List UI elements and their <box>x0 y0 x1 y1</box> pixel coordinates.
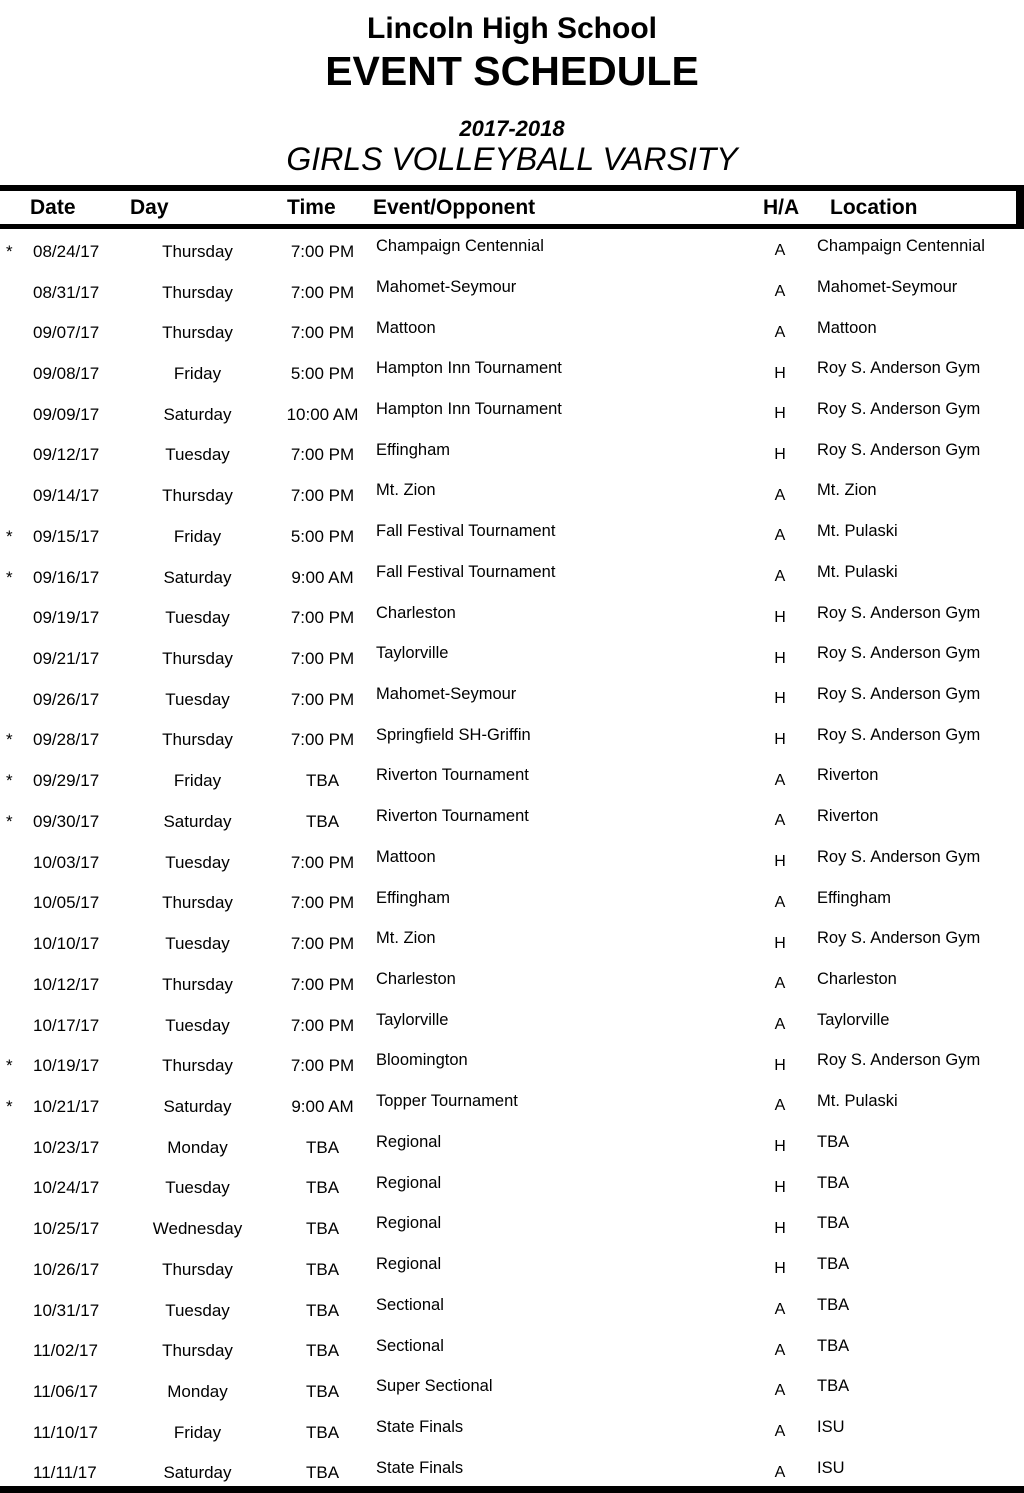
event-date: 09/07/17 <box>33 323 100 343</box>
event-opponent: Mahomet-Seymour <box>376 277 517 296</box>
event-day: Thursday <box>162 241 233 261</box>
event-date: 10/12/17 <box>33 974 100 994</box>
schedule-row <box>0 1084 1024 1125</box>
event-day: Friday <box>173 364 222 384</box>
event-location: TBA <box>817 1214 850 1233</box>
event-opponent: Fall Festival Tournament <box>376 562 556 581</box>
event-opponent: Charleston <box>376 970 456 989</box>
event-day: Friday <box>173 526 222 546</box>
home-away-indicator: H <box>774 608 786 626</box>
home-away-indicator: A <box>774 893 786 911</box>
event-time: 5:00 PM <box>290 364 355 384</box>
event-location: ISU <box>817 1417 845 1436</box>
event-date: 09/12/17 <box>33 445 100 465</box>
event-date: 09/26/17 <box>33 689 100 709</box>
home-away-indicator: H <box>774 405 786 423</box>
event-day: Tuesday <box>165 608 230 628</box>
event-location: Roy S. Anderson Gym <box>817 603 981 622</box>
home-away-indicator: A <box>774 1463 786 1481</box>
home-away-indicator: A <box>774 323 786 341</box>
event-date: 10/03/17 <box>33 852 100 872</box>
schedule-row <box>0 1247 1024 1288</box>
event-date: 10/21/17 <box>33 1096 100 1116</box>
event-opponent: Springfield SH-Griffin <box>376 725 531 744</box>
event-opponent: Mahomet-Seymour <box>376 685 517 704</box>
conference-star: * <box>6 730 13 750</box>
schedule-row <box>0 229 1024 270</box>
event-location: Taylorville <box>817 1010 890 1029</box>
event-location: Mt. Pulaski <box>817 1092 898 1111</box>
event-time: TBA <box>305 1178 340 1198</box>
event-time: 7:00 PM <box>290 282 355 302</box>
conference-star: * <box>6 811 13 831</box>
event-opponent: Topper Tournament <box>376 1092 518 1111</box>
home-away-indicator: A <box>774 1097 786 1115</box>
home-away-indicator: A <box>774 771 786 789</box>
event-date: 09/30/17 <box>33 811 100 831</box>
schedule-row <box>0 758 1024 799</box>
event-time: 5:00 PM <box>290 526 355 546</box>
event-opponent: Sectional <box>376 1336 444 1355</box>
event-day: Wednesday <box>152 1219 243 1239</box>
home-away-indicator: A <box>774 1382 786 1400</box>
event-location: Roy S. Anderson Gym <box>817 644 981 663</box>
event-time: TBA <box>305 1381 340 1401</box>
event-day: Thursday <box>162 323 233 343</box>
column-header-date: Date <box>30 196 76 219</box>
home-away-indicator: H <box>774 445 786 463</box>
team-name: GIRLS VOLLEYBALL VARSITY <box>286 141 738 177</box>
event-day: Friday <box>173 1422 222 1442</box>
event-opponent: Fall Festival Tournament <box>376 522 556 541</box>
event-day: Tuesday <box>165 934 230 954</box>
event-time: TBA <box>305 1137 340 1157</box>
event-location: Roy S. Anderson Gym <box>817 359 981 378</box>
conference-star: * <box>6 1056 13 1076</box>
event-opponent: Taylorville <box>376 644 449 663</box>
school-name: Lincoln High School <box>367 12 657 45</box>
home-away-indicator: A <box>774 486 786 504</box>
event-time: 7:00 PM <box>290 486 355 506</box>
event-date: 09/19/17 <box>33 608 100 628</box>
schedule-row <box>0 1125 1024 1166</box>
home-away-indicator: A <box>774 1016 786 1034</box>
event-time: TBA <box>305 811 340 831</box>
event-location: Roy S. Anderson Gym <box>817 847 981 866</box>
event-day: Tuesday <box>165 689 230 709</box>
schedule-row <box>0 1206 1024 1247</box>
event-time: 7:00 PM <box>290 1015 355 1035</box>
event-location: Roy S. Anderson Gym <box>817 1051 981 1070</box>
event-time: 7:00 PM <box>290 608 355 628</box>
event-day: Friday <box>173 771 222 791</box>
event-day: Saturday <box>163 567 232 587</box>
event-time: 7:00 PM <box>290 934 355 954</box>
home-away-indicator: A <box>774 1423 786 1441</box>
event-time: 7:00 PM <box>290 241 355 261</box>
schedule-row <box>0 433 1024 474</box>
event-opponent: Effingham <box>376 888 450 907</box>
event-time: 7:00 PM <box>290 649 355 669</box>
home-away-indicator: A <box>774 283 786 301</box>
schedule-row <box>0 677 1024 718</box>
event-time: 7:00 PM <box>290 445 355 465</box>
event-location: TBA <box>817 1377 850 1396</box>
schedule-row <box>0 1288 1024 1329</box>
event-date: 11/02/17 <box>33 1341 98 1361</box>
home-away-indicator: A <box>774 1341 786 1359</box>
event-day: Saturday <box>163 1463 232 1483</box>
event-location: Effingham <box>817 888 891 907</box>
schedule-row <box>0 840 1024 881</box>
event-time: 7:00 PM <box>290 689 355 709</box>
event-day: Thursday <box>162 1056 233 1076</box>
event-time: TBA <box>305 1422 340 1442</box>
home-away-indicator: A <box>774 812 786 830</box>
event-date: 10/26/17 <box>33 1259 100 1279</box>
schedule-row <box>0 1369 1024 1410</box>
event-time: TBA <box>305 771 340 791</box>
season-label: 2017-2018 <box>459 116 565 141</box>
home-away-indicator: H <box>774 649 786 667</box>
event-date: 11/11/17 <box>33 1463 97 1483</box>
schedule-row <box>0 799 1024 840</box>
schedule-row <box>0 514 1024 555</box>
conference-star: * <box>6 1096 13 1116</box>
column-header-event-opponent: Event/Opponent <box>373 196 536 219</box>
header-right-edge-bar <box>1016 185 1024 229</box>
schedule-row <box>0 270 1024 311</box>
event-date: 09/16/17 <box>33 567 100 587</box>
column-header-home-away: H/A <box>763 196 800 219</box>
event-location: Mt. Pulaski <box>817 522 898 541</box>
event-opponent: Regional <box>376 1173 442 1192</box>
conference-star: * <box>6 771 13 791</box>
event-day: Thursday <box>162 1341 233 1361</box>
event-opponent: Mt. Zion <box>376 481 436 500</box>
event-location: ISU <box>817 1458 845 1477</box>
event-day: Thursday <box>162 893 233 913</box>
event-opponent: Effingham <box>376 440 450 459</box>
home-away-indicator: H <box>774 1219 786 1237</box>
schedule-row <box>0 351 1024 392</box>
event-opponent: Charleston <box>376 603 456 622</box>
home-away-indicator: H <box>774 1056 786 1074</box>
home-away-indicator: H <box>774 1260 786 1278</box>
event-location: Mt. Zion <box>817 481 877 500</box>
event-day: Thursday <box>162 730 233 750</box>
home-away-indicator: H <box>774 934 786 952</box>
event-time: TBA <box>305 1341 340 1361</box>
event-location: TBA <box>817 1173 850 1192</box>
schedule-row <box>0 473 1024 514</box>
home-away-indicator: H <box>774 1138 786 1156</box>
event-date: 11/10/17 <box>33 1422 98 1442</box>
event-location: TBA <box>817 1255 850 1274</box>
event-opponent: Sectional <box>376 1295 444 1314</box>
event-location: Roy S. Anderson Gym <box>817 929 981 948</box>
event-location: Mahomet-Seymour <box>817 277 958 296</box>
event-time: 7:00 PM <box>290 1056 355 1076</box>
schedule-row <box>0 392 1024 433</box>
event-time: 9:00 AM <box>291 567 354 587</box>
event-day: Thursday <box>162 1259 233 1279</box>
event-day: Tuesday <box>165 1178 230 1198</box>
event-day: Thursday <box>162 486 233 506</box>
home-away-indicator: A <box>774 568 786 586</box>
event-opponent: Regional <box>376 1255 442 1274</box>
event-location: Mt. Pulaski <box>817 562 898 581</box>
home-away-indicator: A <box>774 1301 786 1319</box>
schedule-row <box>0 962 1024 1003</box>
conference-star: * <box>6 241 13 261</box>
event-location: Champaign Centennial <box>817 237 985 256</box>
event-date: 09/08/17 <box>33 364 100 384</box>
event-day: Thursday <box>162 282 233 302</box>
event-location: Roy S. Anderson Gym <box>817 440 981 459</box>
event-location: Roy S. Anderson Gym <box>817 399 981 418</box>
event-time: 7:00 PM <box>290 852 355 872</box>
conference-star: * <box>6 526 13 546</box>
column-header-location: Location <box>830 196 918 219</box>
schedule-row <box>0 595 1024 636</box>
event-location: Roy S. Anderson Gym <box>817 685 981 704</box>
event-day: Tuesday <box>165 1300 230 1320</box>
event-date: 10/24/17 <box>33 1178 100 1198</box>
event-opponent: Regional <box>376 1132 442 1151</box>
schedule-row <box>0 555 1024 596</box>
event-date: 09/29/17 <box>33 771 100 791</box>
event-time: TBA <box>305 1463 340 1483</box>
event-date: 10/31/17 <box>33 1300 100 1320</box>
event-opponent: Taylorville <box>376 1010 449 1029</box>
event-opponent: Hampton Inn Tournament <box>376 359 562 378</box>
schedule-row <box>0 921 1024 962</box>
schedule-row <box>0 881 1024 922</box>
home-away-indicator: A <box>774 975 786 993</box>
event-time: 7:00 PM <box>290 323 355 343</box>
event-day: Saturday <box>163 1096 232 1116</box>
event-day: Tuesday <box>165 852 230 872</box>
event-location: TBA <box>817 1295 850 1314</box>
schedule-row <box>0 1410 1024 1451</box>
home-away-indicator: H <box>774 730 786 748</box>
event-date: 10/10/17 <box>33 934 100 954</box>
event-time: 7:00 PM <box>290 893 355 913</box>
event-date: 10/05/17 <box>33 893 100 913</box>
schedule-row <box>0 718 1024 759</box>
event-location: TBA <box>817 1132 850 1151</box>
event-location: Roy S. Anderson Gym <box>817 725 981 744</box>
column-header-day: Day <box>130 196 169 219</box>
event-date: 08/24/17 <box>33 241 100 261</box>
event-opponent: Bloomington <box>376 1051 468 1070</box>
event-date: 09/21/17 <box>33 649 100 669</box>
event-day: Tuesday <box>165 445 230 465</box>
schedule-row <box>0 1003 1024 1044</box>
event-time: TBA <box>305 1259 340 1279</box>
event-opponent: Regional <box>376 1214 442 1233</box>
schedule-row <box>0 1328 1024 1369</box>
event-opponent: Riverton Tournament <box>376 766 529 785</box>
event-day: Thursday <box>162 649 233 669</box>
event-opponent: State Finals <box>376 1458 464 1477</box>
home-away-indicator: H <box>774 364 786 382</box>
event-date: 09/15/17 <box>33 526 100 546</box>
event-location: Riverton <box>817 807 879 826</box>
event-opponent: Riverton Tournament <box>376 807 529 826</box>
event-location: Mattoon <box>817 318 877 337</box>
home-away-indicator: A <box>774 527 786 545</box>
home-away-indicator: H <box>774 853 786 871</box>
event-time: 7:00 PM <box>290 974 355 994</box>
schedule-row <box>0 1166 1024 1207</box>
schedule-row <box>0 310 1024 351</box>
event-date: 10/17/17 <box>33 1015 100 1035</box>
event-day: Saturday <box>163 811 232 831</box>
event-date: 09/14/17 <box>33 486 100 506</box>
schedule-row <box>0 1043 1024 1084</box>
event-date: 11/06/17 <box>33 1381 98 1401</box>
event-time: TBA <box>305 1300 340 1320</box>
event-opponent: State Finals <box>376 1417 464 1436</box>
event-location: Riverton <box>817 766 879 785</box>
home-away-indicator: A <box>774 242 786 260</box>
event-opponent: Mattoon <box>376 318 436 337</box>
event-date: 10/19/17 <box>33 1056 100 1076</box>
event-day: Tuesday <box>165 1015 230 1035</box>
conference-star: * <box>6 567 13 587</box>
event-day: Monday <box>167 1381 228 1401</box>
event-date: 08/31/17 <box>33 282 100 302</box>
event-location: TBA <box>817 1336 850 1355</box>
event-opponent: Champaign Centennial <box>376 237 544 256</box>
page-bottom-rule <box>0 1486 1024 1493</box>
event-date: 10/25/17 <box>33 1219 100 1239</box>
event-time: 9:00 AM <box>291 1096 354 1116</box>
table-header-row <box>0 191 1024 224</box>
event-opponent: Mattoon <box>376 847 436 866</box>
event-location: Charleston <box>817 970 897 989</box>
home-away-indicator: H <box>774 1178 786 1196</box>
schedule-rows <box>0 229 1024 1491</box>
event-opponent: Super Sectional <box>376 1377 493 1396</box>
event-time: 10:00 AM <box>286 404 359 424</box>
event-date: 09/09/17 <box>33 404 100 424</box>
event-opponent: Mt. Zion <box>376 929 436 948</box>
event-day: Monday <box>167 1137 228 1157</box>
event-day: Thursday <box>162 974 233 994</box>
event-opponent: Hampton Inn Tournament <box>376 399 562 418</box>
event-date: 09/28/17 <box>33 730 100 750</box>
column-header-time: Time <box>287 196 336 219</box>
event-date: 10/23/17 <box>33 1137 100 1157</box>
schedule-row <box>0 636 1024 677</box>
document-title: EVENT SCHEDULE <box>325 48 699 94</box>
home-away-indicator: H <box>774 690 786 708</box>
event-day: Saturday <box>163 404 232 424</box>
event-time: TBA <box>305 1219 340 1239</box>
event-time: 7:00 PM <box>290 730 355 750</box>
